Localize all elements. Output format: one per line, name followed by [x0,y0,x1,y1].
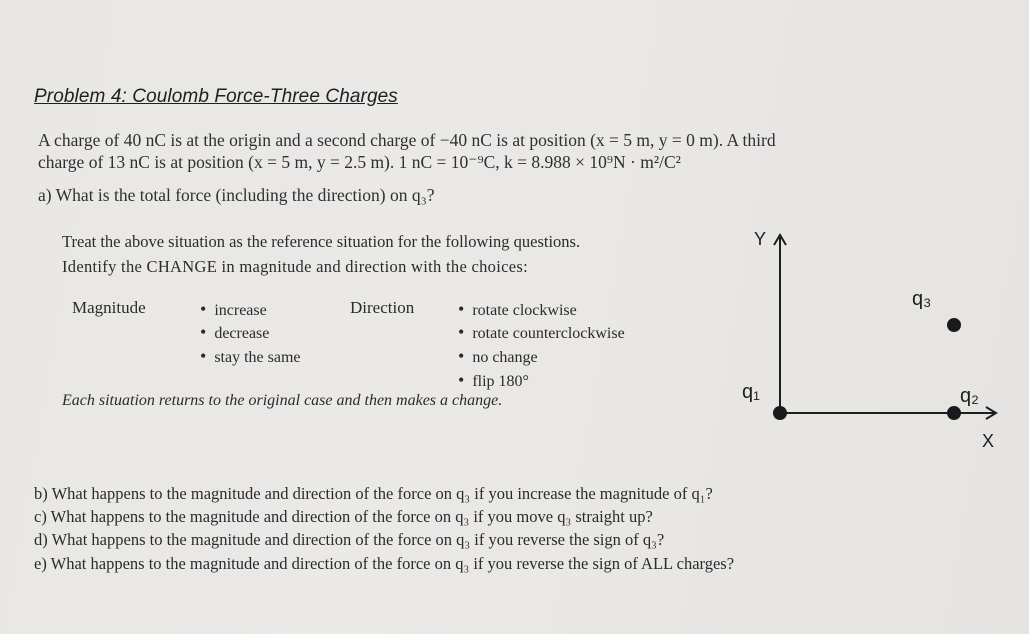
problem-title: Problem 4: Coulomb Force-Three Charges [34,86,398,107]
y-axis-label: Y [754,229,767,249]
question-d: d) What happens to the magnitude and direction of the force on q₃ if you reverse the sign of q₃? [34,530,665,549]
question-c: c) What happens to the magnitude and direction of the force on q₃ if you move q₃ straight up? [34,507,653,526]
q1-label: q₁ [742,381,760,403]
charge-q2-dot [947,406,961,420]
direction-choice: • rotate clockwise [458,299,577,320]
question-b: b) What happens to the magnitude and direction of the force on q₃ if you increase the magnitude of q₁? [34,484,713,503]
intro-line-2: charge of 13 nC is at position (x = 5 m, y = 2.5 m). 1 nC = 10⁻⁹C, k = 8.988 × 10⁹N · m²/C² [38,152,681,172]
direction-choice: • rotate counterclockwise [458,322,625,343]
charge-q3-dot [947,318,961,332]
charge-diagram [740,225,1010,455]
magnitude-choice: • increase [200,299,267,320]
magnitude-choice: • decrease [200,322,269,343]
q3-label: q₃ [912,288,932,310]
charge-q1-dot [773,406,787,420]
magnitude-label: Magnitude [72,298,146,317]
direction-label: Direction [350,298,415,317]
intro-line-1: A charge of 40 nC is at the origin and a second charge of −40 nC is at position (x = 5 m, y = 0 m). A third [38,130,776,150]
each-situation-note: Each situation returns to the original case and then makes a change. [62,392,503,409]
direction-choice: • flip 180° [458,370,529,391]
identify-instruction: Identify the CHANGE in magnitude and direction with the choices: [62,257,528,276]
treat-instruction: Treat the above situation as the reference situation for the following questions. [62,232,581,251]
x-axis-label: X [982,431,995,451]
direction-choice: • no change [458,346,538,367]
question-a: a) What is the total force (including the direction) on q₃? [38,185,435,205]
magnitude-choice: • stay the same [200,346,301,367]
question-e: e) What happens to the magnitude and direction of the force on q₃ if you reverse the sign of ALL charges? [34,554,735,573]
q2-label: q₂ [960,385,979,407]
